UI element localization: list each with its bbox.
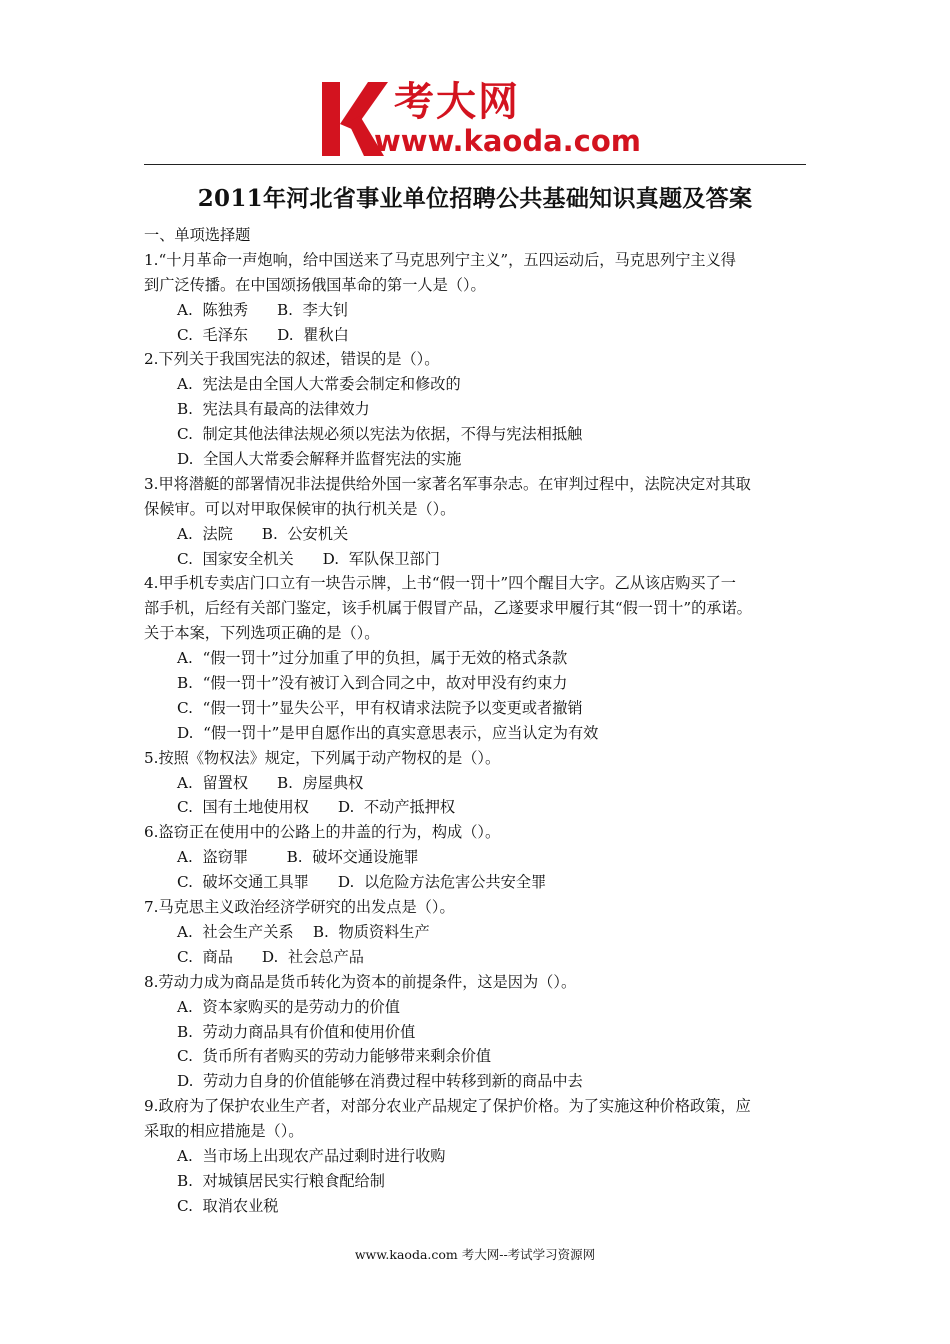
- question-text-line: 1.“十月革命一声炮响，给中国送来了马克思列宁主义”，五四运动后，马克思列宁主义得: [144, 250, 736, 269]
- question-text-line: 3.甲将潜艇的部署情况非法提供给外国一家著名军事杂志。在审判过程中，法院决定对其取: [144, 474, 751, 493]
- question-text-line: 8.劳动力成为商品是货币转化为资本的前提条件，这是因为（）。: [144, 972, 577, 991]
- answer-option-line: C. 取消农业税: [177, 1196, 279, 1215]
- answer-option-line: C. “假一罚十”显失公平，甲有权请求法院予以变更或者撤销: [177, 698, 583, 717]
- answer-option-line: C. 商品 D. 社会总产品: [177, 947, 364, 966]
- answer-option-line: A. “假一罚十”过分加重了甲的负担，属于无效的格式条款: [177, 649, 568, 668]
- question-text-line: 5.按照《物权法》规定，下列属于动产物权的是（）。: [144, 748, 501, 767]
- section-heading: 一、单项选择题: [144, 226, 251, 244]
- header-divider: [144, 164, 806, 165]
- answer-option-line: A. 陈独秀 B. 李大钊: [177, 300, 349, 319]
- page-footer: www.kaoda.com 考大网--考试学习资源网: [354, 1247, 596, 1262]
- question-text-line: 4.甲手机专卖店门口立有一块告示牌，上书“假一罚十”四个醒目大字。乙从该店购买了一: [144, 574, 736, 593]
- answer-option-line: B. “假一罚十”没有被订入到合同之中，故对甲没有约束力: [177, 674, 568, 693]
- question-text-line: 7.马克思主义政治经济学研究的出发点是（）。: [144, 898, 455, 917]
- answer-option-line: C. 国家安全机关 D. 军队保卫部门: [177, 549, 440, 568]
- answer-option-line: A. 资本家购买的是劳动力的价值: [177, 997, 400, 1016]
- answer-option-line: C. 国有土地使用权 D. 不动产抵押权: [177, 798, 456, 817]
- logo-chinese-name: 考大网: [394, 79, 520, 125]
- logo-url: www.kaoda.com: [374, 124, 641, 158]
- answer-option-line: A. 法院 B. 公安机关: [177, 524, 349, 543]
- document-title: 2011年河北省事业单位招聘公共基础知识真题及答案: [197, 185, 753, 212]
- answer-option-line: A. 宪法是由全国人大常委会制定和修改的: [177, 375, 461, 394]
- answer-option-line: C. 毛泽东 D. 瞿秋白: [177, 325, 349, 344]
- question-text-line: 6.盗窃正在使用中的公路上的井盖的行为，构成（）。: [144, 823, 501, 842]
- answer-option-line: B. 宪法具有最高的法律效力: [177, 400, 370, 419]
- answer-option-line: C. 货币所有者购买的劳动力能够带来剩余价值: [177, 1047, 492, 1066]
- question-text-line: 保候审。可以对甲取保候审的执行机关是（）。: [144, 499, 456, 518]
- answer-option-line: A. 盗窃罪 B. 破坏交通设施罪: [177, 848, 419, 867]
- answer-option-line: B. 对城镇居民实行粮食配给制: [177, 1171, 385, 1190]
- site-logo: [318, 80, 648, 160]
- answer-option-line: C. 制定其他法律法规必须以宪法为依据，不得与宪法相抵触: [177, 425, 583, 444]
- answer-option-line: A. 留置权 B. 房屋典权: [177, 773, 364, 792]
- answer-option-line: D. 劳动力自身的价值能够在消费过程中转移到新的商品中去: [177, 1072, 583, 1091]
- question-lines: [144, 248, 809, 1219]
- answer-option-line: B. 劳动力商品具有价值和使用价值: [177, 1022, 416, 1041]
- question-text-line: 9.政府为了保护农业生产者，对部分农业产品规定了保护价格。为了实施这种价格政策，应: [144, 1097, 751, 1116]
- question-text-line: 部手机，后经有关部门鉴定，该手机属于假冒产品，乙遂要求甲履行其“假一罚十”的承诺。: [144, 599, 752, 618]
- answer-option-line: D. “假一罚十”是甲自愿作出的真实意思表示，应当认定为有效: [177, 723, 599, 742]
- answer-option-line: A. 社会生产关系 B. 物质资料生产: [177, 922, 430, 941]
- question-text-line: 2.下列关于我国宪法的叙述，错误的是（）。: [144, 350, 440, 369]
- question-body: [144, 223, 809, 1219]
- answer-option-line: C. 破坏交通工具罪 D. 以危险方法危害公共安全罪: [177, 873, 547, 892]
- question-text-line: 关于本案，下列选项正确的是（）。: [144, 624, 380, 643]
- answer-option-line: A. 当市场上出现农产品过剩时进行收购: [177, 1146, 446, 1165]
- answer-option-line: D. 全国人大常委会解释并监督宪法的实施: [177, 450, 462, 469]
- question-text-line: 到广泛传播。在中国颂扬俄国革命的第一人是（）。: [144, 275, 486, 294]
- question-text-line: 采取的相应措施是（）。: [144, 1122, 304, 1141]
